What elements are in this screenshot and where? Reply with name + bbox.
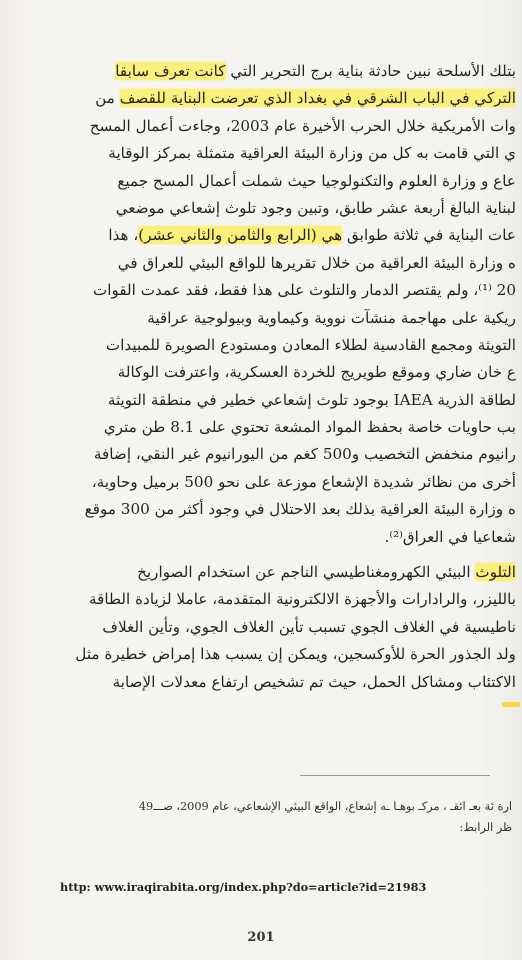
- text-line: [20, 195, 516, 222]
- text-line: [20, 305, 516, 332]
- line-text: ه وزارة البيئة العراقية بذلك بعد الاحتلال في وجود أكثر من 300 موقع: [84, 500, 516, 519]
- text-line: [20, 85, 516, 112]
- text-line: [20, 140, 516, 167]
- highlighted-text: التلوث: [475, 563, 516, 582]
- text-line: [20, 524, 516, 551]
- line-text: ريكية على مهاجمة منشآت نووية وكيماوية وبيولوجية عراقية: [147, 308, 516, 327]
- line-text: وات الأمريكية خلال الحرب الأخيرة عام 2003، وجاءت أعمال المسح: [89, 116, 516, 135]
- text-line: [20, 387, 516, 414]
- line-text: عات البناية في ثلاثة طوابق: [342, 226, 516, 245]
- line-text: لبناية البالغ أربعة عشر طابق، وتبين وجود تلوث إشعاعي موضعي: [115, 198, 516, 217]
- text-line: [20, 332, 516, 359]
- text-line: [20, 669, 516, 696]
- line-text: ولد الجذور الحرة للأوكسجين، ويمكن إن يسبب هذا إمراض خطيرة مثل: [75, 645, 516, 664]
- line-text: رانيوم منخفض التخصيب و500 كغم من اليورانيوم غير النقي، إضافة: [93, 445, 516, 464]
- line-text: عاع و وزارة العلوم والتكنولوجيا حيث شملت أعمال المسح جميع: [117, 171, 516, 190]
- line-text: التويثة ومجمع القادسية لطلاء المعادن ومستودع الصويرة للمبيدات: [105, 335, 516, 354]
- line-text: بتلك الأسلحة نبين حادثة بناية برج التحرير التي: [225, 62, 516, 80]
- text-line: [20, 277, 516, 304]
- line-text: البيئي الكهرومغناطيسي الناجم عن استخدام الصواريخ: [137, 563, 476, 582]
- text-line: [20, 58, 516, 85]
- text-line: [20, 586, 516, 613]
- line-text: بالليزر، والرادارات والأجهزة الالكترونية المتقدمة، عاملا لزيادة الطاقة: [88, 590, 516, 609]
- line-text: الاكتئاب ومشاكل الحمل، حيث تم تشخيص ارتفاع معدلات الإصابة: [112, 672, 516, 691]
- paragraph-gap: [20, 551, 516, 559]
- line-text: ه وزارة البيئة العراقية من خلال تقريرها للواقع البيئي للعراق في: [117, 253, 516, 272]
- text-line: [20, 441, 516, 468]
- text-line: [20, 359, 516, 386]
- highlighted-text: التركي في الباب الشرقي في بغداد الذي تعرضت البناية للقصف: [119, 89, 516, 108]
- text-line: [20, 222, 516, 249]
- footnote-line: ظر الرابط:: [459, 821, 512, 834]
- text-line: [20, 113, 516, 140]
- page-number: 201: [247, 930, 275, 945]
- line-text: ، هذا: [108, 226, 139, 245]
- line-text: أخرى من نظائر شديدة الإشعاع موزعة على نحو 500 برميل وحاوية،: [91, 472, 516, 491]
- footnotes: [30, 796, 512, 838]
- line-text: بب حاويات خاصة بحفظ المواد المشعة تحتوي على 8.1 طن متري: [103, 418, 516, 437]
- text-line: [20, 641, 516, 668]
- body-text: [20, 58, 516, 696]
- text-line: [20, 559, 516, 586]
- line-text: ي التي قامت به كل من وزارة البيئة العراقية متمثلة بمركز الوقاية: [108, 144, 516, 163]
- highlighted-text: هي (الرابع والثامن والثاني عشر): [138, 226, 343, 245]
- line-text: شعاعيا في العراق⁽²⁾.: [384, 527, 516, 546]
- text-line: [20, 469, 516, 496]
- text-line: [20, 168, 516, 195]
- text-line: [20, 496, 516, 523]
- highlight-margin-mark: [502, 702, 520, 707]
- line-text: ع خان ضاري وموقع طويريج للخردة العسكرية، واعترفت الوكالة: [117, 363, 516, 382]
- text-line: [20, 250, 516, 277]
- line-text: من: [95, 89, 120, 108]
- footnote-line: ارة ئة بعـ ائقـ ، مركـ بوهـا ـه إشعاع، الواقع البيئي الإشعاعي، عام 2009، صـــ49: [138, 800, 512, 813]
- footnote-url: http: www.iraqirabita.org/index.php?do=article?id=21983: [60, 880, 427, 894]
- text-line: [20, 414, 516, 441]
- line-text: ناطيسية في الغلاف الجوي تسبب تأين الغلاف الجوي، وتأين الغلاف: [102, 617, 516, 636]
- line-text: 20 ⁽¹⁾، ولم يقتصر الدمار والتلوث على هذا فقط، فقد عمدت القوات: [93, 281, 516, 300]
- highlighted-text: كانت تعرف سابقا: [115, 62, 226, 80]
- footnote-separator: [300, 775, 490, 776]
- line-text: لطاقة الذرية IAEA بوجود تلوث إشعاعي خطير في منطقة التويثة: [107, 390, 516, 409]
- text-line: [20, 614, 516, 641]
